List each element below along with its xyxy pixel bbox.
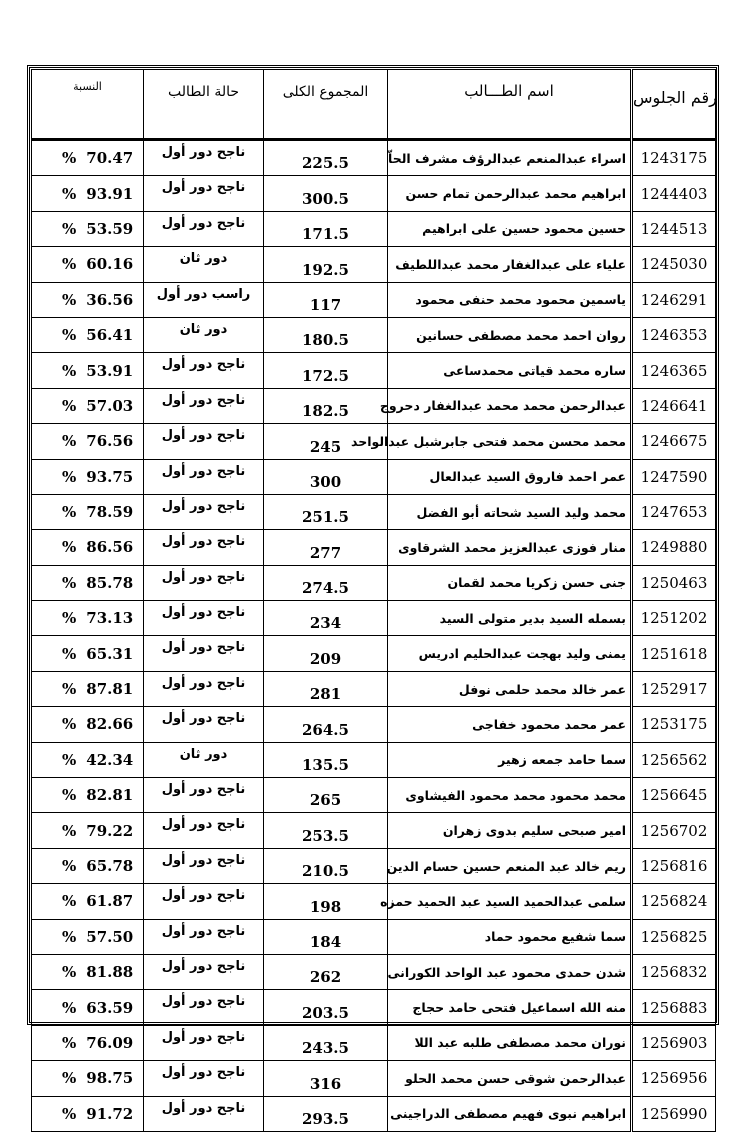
header-seat-number: رقم الجلوس bbox=[632, 70, 716, 140]
seat-number-cell: 1256883 bbox=[632, 990, 716, 1025]
seat-number-cell: 1243175 bbox=[632, 140, 716, 176]
percentage-cell bbox=[32, 778, 144, 813]
percentage-cell bbox=[32, 601, 144, 636]
student-name-cell: جنى حسن زكريا محمد لقمان bbox=[388, 565, 632, 600]
percent-sign: % bbox=[62, 715, 77, 734]
percentage-cell bbox=[32, 954, 144, 989]
percentage-cell bbox=[32, 1096, 144, 1131]
percent-sign: % bbox=[62, 149, 77, 168]
percent-sign: % bbox=[62, 998, 77, 1017]
percent-sign: % bbox=[62, 892, 77, 911]
seat-number-cell: 1253175 bbox=[632, 707, 716, 742]
status-cell: ناجح دور أول bbox=[144, 388, 264, 423]
table-row bbox=[32, 282, 716, 317]
percentage-value: 85.78 bbox=[86, 573, 134, 592]
table-row bbox=[32, 601, 716, 636]
total-cell: 210.5 bbox=[264, 848, 388, 883]
percent-sign: % bbox=[62, 396, 77, 415]
percentage-cell bbox=[32, 140, 144, 176]
percent-sign: % bbox=[62, 680, 77, 699]
percent-sign: % bbox=[62, 786, 77, 805]
total-cell: 234 bbox=[264, 601, 388, 636]
status-cell: ناجح دور أول bbox=[144, 353, 264, 388]
student-name-cell: سلمى عبدالحميد السيد عبد الحميد حمزه bbox=[388, 884, 632, 919]
total-cell: 135.5 bbox=[264, 742, 388, 777]
total-cell: 171.5 bbox=[264, 211, 388, 246]
status-cell: ناجح دور أول bbox=[144, 530, 264, 565]
percentage-cell bbox=[32, 247, 144, 282]
percentage-value: 82.81 bbox=[86, 786, 134, 805]
table-row bbox=[32, 424, 716, 459]
status-cell: ناجح دور أول bbox=[144, 211, 264, 246]
percentage-cell bbox=[32, 317, 144, 352]
percent-sign: % bbox=[62, 255, 77, 274]
header-total: المجموع الكلى bbox=[264, 70, 388, 140]
percentage-cell bbox=[32, 211, 144, 246]
table-row bbox=[32, 211, 716, 246]
student-name-cell: عبدالرحمن محمد محمد عبدالغفار دحروج bbox=[388, 388, 632, 423]
seat-number-cell: 1256816 bbox=[632, 848, 716, 883]
table-row bbox=[32, 636, 716, 671]
header-status: حالة الطالب bbox=[144, 70, 264, 140]
percentage-value: 65.78 bbox=[86, 857, 134, 875]
percent-sign: % bbox=[62, 963, 77, 982]
percentage-value: 86.56 bbox=[86, 538, 134, 557]
percentage-cell bbox=[32, 671, 144, 706]
status-cell: ناجح دور أول bbox=[144, 140, 264, 176]
table-row bbox=[32, 1025, 716, 1060]
percent-sign: % bbox=[62, 467, 77, 486]
student-name-cell: يمنى وليد بهجت عبدالحليم ادريس bbox=[388, 636, 632, 671]
seat-number-cell: 1256824 bbox=[632, 884, 716, 919]
student-name-cell: علياء على عبدالغفار محمد عبداللطيف bbox=[388, 247, 632, 282]
table-row bbox=[32, 1061, 716, 1096]
percentage-value: 53.91 bbox=[86, 361, 134, 380]
table-row bbox=[32, 317, 716, 352]
status-cell: ناجح دور أول bbox=[144, 919, 264, 954]
table-row bbox=[32, 954, 716, 989]
percentage-cell bbox=[32, 707, 144, 742]
percentage-value: 57.50 bbox=[86, 927, 134, 946]
percent-sign: % bbox=[62, 927, 77, 946]
total-cell: 198 bbox=[264, 884, 388, 919]
total-cell: 300 bbox=[264, 459, 388, 494]
student-name-cell: ابراهيم نبوى فهيم مصطفى الدراجينى bbox=[388, 1096, 632, 1131]
seat-number-cell: 1256832 bbox=[632, 954, 716, 989]
total-cell: 172.5 bbox=[264, 353, 388, 388]
table-row bbox=[32, 494, 716, 529]
table-row bbox=[32, 565, 716, 600]
status-cell: ناجح دور أول bbox=[144, 459, 264, 494]
percent-sign: % bbox=[62, 821, 77, 840]
seat-number-cell: 1256956 bbox=[632, 1061, 716, 1096]
seat-number-cell: 1251618 bbox=[632, 636, 716, 671]
percentage-cell bbox=[32, 990, 144, 1025]
student-name-cell: محمد محسن محمد فتحى جابرشبل عبدالواحد bbox=[388, 424, 632, 459]
status-cell: ناجح دور أول bbox=[144, 778, 264, 813]
percent-sign: % bbox=[62, 573, 77, 592]
percent-sign: % bbox=[62, 184, 77, 203]
percent-sign: % bbox=[62, 503, 77, 522]
student-name-cell: حسين محمود حسين على ابراهيم bbox=[388, 211, 632, 246]
student-name-cell: منار فوزى عبدالعزيز محمد الشرقاوى bbox=[388, 530, 632, 565]
percentage-cell bbox=[32, 848, 144, 883]
seat-number-cell: 1250463 bbox=[632, 565, 716, 600]
percent-sign: % bbox=[62, 857, 77, 875]
table-row bbox=[32, 140, 716, 176]
status-cell: ناجح دور أول bbox=[144, 636, 264, 671]
total-cell: 316 bbox=[264, 1061, 388, 1096]
student-name-cell: بسمله السيد بدير متولى السيد bbox=[388, 601, 632, 636]
percentage-cell bbox=[32, 459, 144, 494]
student-name-cell: عمر محمد محمود خفاجى bbox=[388, 707, 632, 742]
total-cell: 203.5 bbox=[264, 990, 388, 1025]
percentage-value: 78.59 bbox=[86, 503, 134, 522]
seat-number-cell: 1256645 bbox=[632, 778, 716, 813]
student-name-cell: ابراهيم محمد عبدالرحمن تمام حسن bbox=[388, 176, 632, 211]
percentage-value: 76.56 bbox=[86, 432, 134, 451]
seat-number-cell: 1256903 bbox=[632, 1025, 716, 1060]
percentage-cell bbox=[32, 636, 144, 671]
table-row bbox=[32, 176, 716, 211]
total-cell: 262 bbox=[264, 954, 388, 989]
percent-sign: % bbox=[62, 361, 77, 380]
percentage-cell bbox=[32, 565, 144, 600]
seat-number-cell: 1256990 bbox=[632, 1096, 716, 1131]
seat-number-cell: 1247590 bbox=[632, 459, 716, 494]
status-cell: ناجح دور أول bbox=[144, 424, 264, 459]
seat-number-cell: 1252917 bbox=[632, 671, 716, 706]
table-row bbox=[32, 1096, 716, 1131]
table-row bbox=[32, 813, 716, 848]
total-cell: 209 bbox=[264, 636, 388, 671]
table-row bbox=[32, 459, 716, 494]
seat-number-cell: 1247653 bbox=[632, 494, 716, 529]
percentage-cell bbox=[32, 742, 144, 777]
percentage-value: 56.41 bbox=[86, 326, 134, 345]
percentage-value: 91.72 bbox=[86, 1104, 134, 1123]
status-cell: راسب دور أول bbox=[144, 282, 264, 317]
header-percentage: النسبة bbox=[32, 70, 144, 140]
status-cell: ناجح دور أول bbox=[144, 671, 264, 706]
student-name-cell: محمد محمود محمد محمود الفيشاوى bbox=[388, 778, 632, 813]
total-cell: 274.5 bbox=[264, 565, 388, 600]
percent-sign: % bbox=[62, 1104, 77, 1123]
table-row bbox=[32, 919, 716, 954]
seat-number-cell: 1246291 bbox=[632, 282, 716, 317]
percentage-value: 98.75 bbox=[86, 1069, 134, 1088]
table-row bbox=[32, 848, 716, 883]
student-name-cell: روان احمد محمد مصطفى حسانين bbox=[388, 317, 632, 352]
percentage-value: 76.09 bbox=[86, 1033, 134, 1052]
total-cell: 182.5 bbox=[264, 388, 388, 423]
percent-sign: % bbox=[62, 538, 77, 557]
percentage-cell bbox=[32, 176, 144, 211]
total-cell: 245 bbox=[264, 424, 388, 459]
total-cell: 180.5 bbox=[264, 317, 388, 352]
percentage-value: 53.59 bbox=[86, 219, 134, 238]
percentage-value: 60.16 bbox=[86, 255, 134, 274]
status-cell: ناجح دور أول bbox=[144, 1061, 264, 1096]
student-name-cell: سما حامد جمعه زهير bbox=[388, 742, 632, 777]
percentage-value: 81.88 bbox=[86, 963, 134, 982]
percentage-cell bbox=[32, 813, 144, 848]
table-row bbox=[32, 742, 716, 777]
header-row bbox=[32, 70, 716, 140]
status-cell: ناجح دور أول bbox=[144, 176, 264, 211]
status-cell: ناجح دور أول bbox=[144, 813, 264, 848]
percentage-cell bbox=[32, 1025, 144, 1060]
table-row bbox=[32, 388, 716, 423]
student-name-cell: عمر احمد فاروق السيد عبدالعال bbox=[388, 459, 632, 494]
total-cell: 253.5 bbox=[264, 813, 388, 848]
percentage-value: 36.56 bbox=[86, 290, 134, 309]
status-cell: دور ثان bbox=[144, 317, 264, 352]
total-cell: 281 bbox=[264, 671, 388, 706]
percentage-value: 61.87 bbox=[86, 892, 134, 911]
status-cell: ناجح دور أول bbox=[144, 601, 264, 636]
percentage-cell bbox=[32, 424, 144, 459]
student-name-cell: عبدالرحمن شوقى حسن محمد الحلو bbox=[388, 1061, 632, 1096]
seat-number-cell: 1249880 bbox=[632, 530, 716, 565]
status-cell: ناجح دور أول bbox=[144, 884, 264, 919]
student-name-cell: منه الله اسماعيل فتحى حامد حجاج bbox=[388, 990, 632, 1025]
percentage-cell bbox=[32, 282, 144, 317]
status-cell: ناجح دور أول bbox=[144, 1025, 264, 1060]
seat-number-cell: 1244513 bbox=[632, 211, 716, 246]
seat-number-cell: 1244403 bbox=[632, 176, 716, 211]
percentage-value: 70.47 bbox=[86, 149, 134, 168]
student-name-cell: نوران محمد مصطفى طلبه عبد اللا bbox=[388, 1025, 632, 1060]
total-cell: 184 bbox=[264, 919, 388, 954]
student-name-cell: عمر خالد محمد حلمى نوفل bbox=[388, 671, 632, 706]
table-row bbox=[32, 778, 716, 813]
seat-number-cell: 1251202 bbox=[632, 601, 716, 636]
status-cell: دور ثان bbox=[144, 247, 264, 282]
table-row bbox=[32, 530, 716, 565]
total-cell: 293.5 bbox=[264, 1096, 388, 1131]
percentage-value: 65.31 bbox=[86, 644, 134, 663]
student-name-cell: امير صبحى سليم بدوى زهران bbox=[388, 813, 632, 848]
table-row bbox=[32, 990, 716, 1025]
status-cell: ناجح دور أول bbox=[144, 494, 264, 529]
total-cell: 300.5 bbox=[264, 176, 388, 211]
student-name-cell: ياسمين محمود محمد حنفى محمود bbox=[388, 282, 632, 317]
percent-sign: % bbox=[62, 1033, 77, 1052]
status-cell: ناجح دور أول bbox=[144, 707, 264, 742]
status-cell: دور ثان bbox=[144, 742, 264, 777]
seat-number-cell: 1256825 bbox=[632, 919, 716, 954]
student-name-cell: شدن حمدى محمود عبد الواحد الكورانى bbox=[388, 954, 632, 989]
percentage-cell bbox=[32, 530, 144, 565]
header-name: اسم الطـــالب bbox=[388, 70, 632, 140]
percent-sign: % bbox=[62, 644, 77, 663]
seat-number-cell: 1246353 bbox=[632, 317, 716, 352]
total-cell: 251.5 bbox=[264, 494, 388, 529]
percentage-cell bbox=[32, 884, 144, 919]
percentage-value: 42.34 bbox=[86, 750, 134, 769]
percentage-value: 93.91 bbox=[86, 184, 134, 203]
percent-sign: % bbox=[62, 750, 77, 769]
table-row bbox=[32, 247, 716, 282]
percentage-value: 87.81 bbox=[86, 680, 134, 699]
total-cell: 225.5 bbox=[264, 140, 388, 176]
percentage-cell bbox=[32, 919, 144, 954]
seat-number-cell: 1245030 bbox=[632, 247, 716, 282]
seat-number-cell: 1246675 bbox=[632, 424, 716, 459]
total-cell: 264.5 bbox=[264, 707, 388, 742]
seat-number-cell: 1256702 bbox=[632, 813, 716, 848]
percent-sign: % bbox=[62, 290, 77, 309]
total-cell: 243.5 bbox=[264, 1025, 388, 1060]
status-cell: ناجح دور أول bbox=[144, 990, 264, 1025]
percent-sign: % bbox=[62, 1069, 77, 1088]
percentage-value: 57.03 bbox=[86, 396, 134, 415]
student-name-cell: سما شفيع محمود حماد bbox=[388, 919, 632, 954]
status-cell: ناجح دور أول bbox=[144, 954, 264, 989]
table-row bbox=[32, 353, 716, 388]
percent-sign: % bbox=[62, 219, 77, 238]
percentage-value: 82.66 bbox=[86, 715, 134, 734]
results-table bbox=[31, 69, 716, 1132]
percent-sign: % bbox=[62, 432, 77, 451]
percentage-value: 93.75 bbox=[86, 467, 134, 486]
total-cell: 117 bbox=[264, 282, 388, 317]
percentage-cell bbox=[32, 353, 144, 388]
percentage-cell bbox=[32, 1061, 144, 1096]
percentage-value: 73.13 bbox=[86, 609, 134, 628]
table-row bbox=[32, 884, 716, 919]
student-name-cell: ساره محمد قياتى محمدساعى bbox=[388, 353, 632, 388]
seat-number-cell: 1246641 bbox=[632, 388, 716, 423]
percentage-cell bbox=[32, 388, 144, 423]
status-cell: ناجح دور أول bbox=[144, 565, 264, 600]
student-name-cell: اسراء عبدالمنعم عبدالرؤف مشرف الحاّ bbox=[388, 140, 632, 176]
table-row bbox=[32, 707, 716, 742]
percentage-cell bbox=[32, 494, 144, 529]
table-row bbox=[32, 671, 716, 706]
percent-sign: % bbox=[62, 326, 77, 345]
percent-sign: % bbox=[62, 609, 77, 628]
percentage-value: 79.22 bbox=[86, 821, 134, 840]
seat-number-cell: 1246365 bbox=[632, 353, 716, 388]
percentage-value: 63.59 bbox=[86, 998, 134, 1017]
total-cell: 277 bbox=[264, 530, 388, 565]
student-name-cell: محمد وليد السيد شحاته أبو الفضل bbox=[388, 494, 632, 529]
total-cell: 192.5 bbox=[264, 247, 388, 282]
status-cell: ناجح دور أول bbox=[144, 1096, 264, 1131]
status-cell: ناجح دور أول bbox=[144, 848, 264, 883]
seat-number-cell: 1256562 bbox=[632, 742, 716, 777]
total-cell: 265 bbox=[264, 778, 388, 813]
student-name-cell: ريم خالد عبد المنعم حسين حسام الدين bbox=[388, 848, 632, 883]
